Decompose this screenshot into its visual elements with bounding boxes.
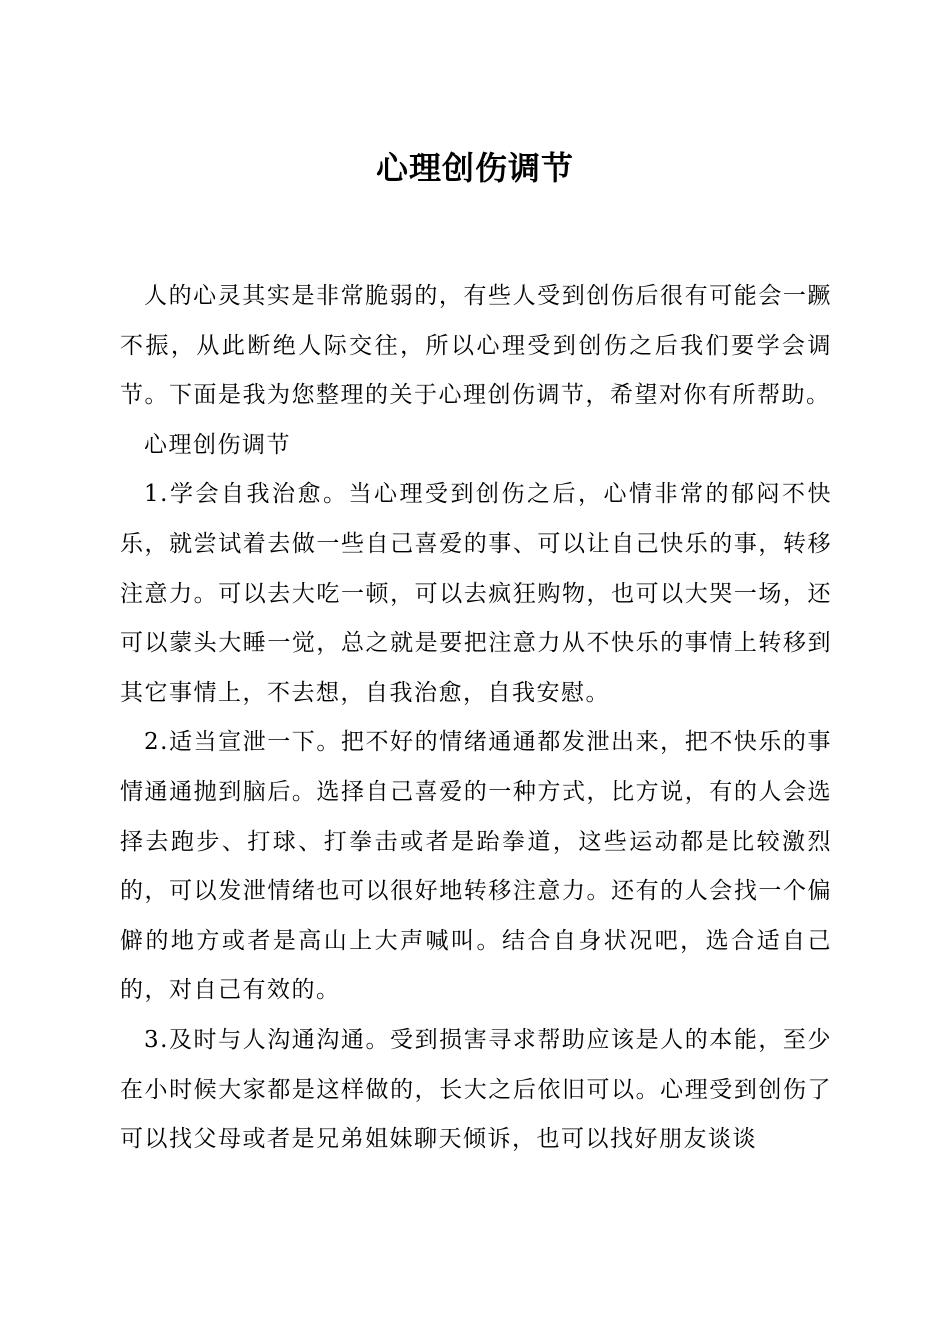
document-body [120, 272, 832, 1165]
intro-paragraph: 人的心灵其实是非常脆弱的，有些人受到创伤后很有可能会一蹶不振，从此断绝人际交往，所以心理受到创伤之后我们要学会调节。下面是我为您整理的关于心理创伤调节，希望对你有所帮助。 [120, 283, 832, 409]
page-title: 心理创伤调节 [375, 149, 574, 187]
tip-paragraph-3: 3.及时与人沟通沟通。受到损害寻求帮助应该是人的本能，至少在小时候大家都是这样做的，长大之后依旧可以。心理受到创伤了可以找父母或者是兄弟姐妹聊天倾诉，也可以找好朋友谈谈 [120, 1026, 832, 1153]
tip-paragraph-1: 1.学会自我治愈。当心理受到创伤之后，心情非常的郁闷不快乐，就尝试着去做一些自己喜爱的事、可以让自己快乐的事，转移注意力。可以去大吃一顿，可以去疯狂购物，也可以大哭一场，还可以蒙头大睡一觉，总之就是要把注意力从不快乐的事情上转移到其它事情上，不去想，自我治愈，自我安慰。 [120, 481, 832, 706]
tip-paragraph-2: 2.适当宣泄一下。把不好的情绪通通都发泄出来，把不快乐的事情通通抛到脑后。选择自己喜爱的一种方式，比方说，有的人会选择去跑步、打球、打拳击或者是跆拳道，这些运动都是比较激烈的，可以发泄情绪也可以很好地转移注意力。还有的人会找一个偏僻的地方或者是高山上大声喊叫。结合自身状况吧，选合适自己的，对自己有效的。 [120, 729, 832, 1004]
section-heading: 心理创伤调节 [144, 431, 291, 458]
